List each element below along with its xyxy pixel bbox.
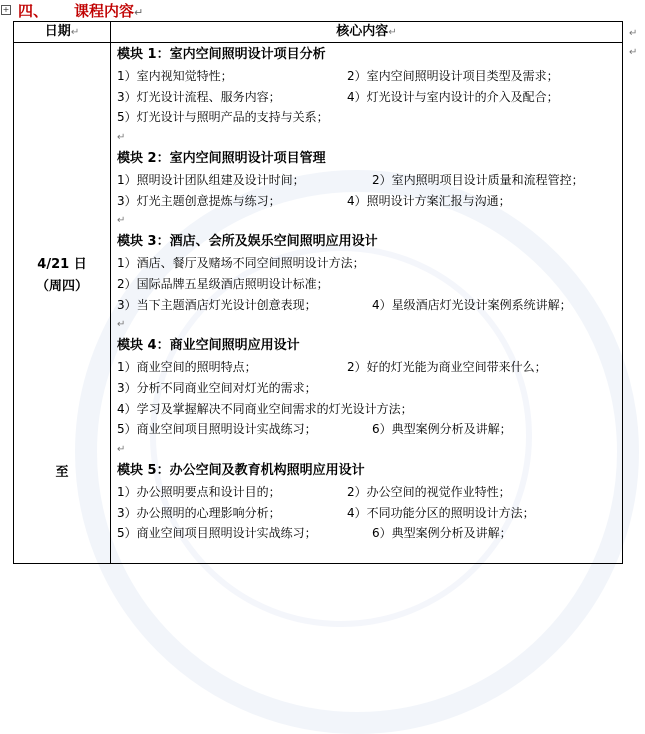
module-item: 6）典型案例分析及讲解； — [372, 422, 512, 437]
content-cell — [111, 43, 623, 564]
date-cell — [14, 43, 111, 564]
section-heading — [18, 0, 143, 22]
row-end-mark: ↵ — [629, 28, 638, 39]
module-item: 3）当下主题酒店灯光设计创意表现； — [117, 297, 317, 312]
section-number: 四、 — [18, 2, 49, 20]
module-item-row — [117, 87, 622, 108]
module-title: 模块 3：酒店、会所及娱乐空间照明应用设计 — [117, 234, 378, 250]
header-date-label: 日期 — [44, 24, 71, 39]
blank-line: ↵ — [117, 132, 126, 144]
module-item-row — [117, 66, 622, 87]
return-mark: ↵ — [134, 6, 144, 19]
module-item: 3）灯光设计流程、服务内容； — [117, 89, 281, 104]
module-item-row — [117, 274, 622, 295]
module-item: 2）室内照明项目设计质量和流程管控； — [372, 172, 584, 187]
date-weekday: （周四） — [35, 279, 88, 294]
module-item: 5）商业空间项目照明设计实战练习； — [117, 422, 317, 437]
module-item: 3）分析不同商业空间对灯光的需求； — [117, 380, 317, 395]
return-mark: ↵ — [388, 27, 397, 38]
module-item: 4）照明设计方案汇报与沟通； — [347, 193, 511, 208]
module-item-row — [117, 482, 622, 503]
module-item: 2）好的灯光能为商业空间带来什么； — [347, 359, 547, 374]
module-item: 5）灯光设计与照明产品的支持与关系； — [117, 110, 329, 125]
module-item-row — [117, 191, 622, 212]
course-table — [13, 21, 623, 564]
module-item-row — [117, 378, 622, 399]
module-item: 1）室内视知觉特性； — [117, 68, 233, 83]
module-item: 1）办公照明要点和设计目的； — [117, 484, 281, 499]
row-end-mark: ↵ — [629, 47, 638, 58]
header-date — [14, 22, 111, 43]
module-item-row — [117, 357, 622, 378]
module-item: 3）灯光主题创意提炼与练习； — [117, 193, 281, 208]
module-item: 4）灯光设计与室内设计的介入及配合； — [347, 89, 559, 104]
module-item: 5）商业空间项目照明设计实战练习； — [117, 526, 317, 541]
blank-line: ↵ — [117, 319, 126, 331]
module-item: 2）办公空间的视觉作业特性； — [347, 484, 511, 499]
blank-line: ↵ — [117, 215, 126, 227]
header-content-label: 核心内容 — [336, 24, 389, 39]
module-item: 2）室内空间照明设计项目类型及需求； — [347, 68, 559, 83]
module-item-row — [117, 107, 622, 128]
module-item-row — [117, 253, 622, 274]
blank-line: ↵ — [117, 444, 126, 456]
section-title: 课程内容 — [74, 2, 135, 20]
date-to: 至 — [55, 465, 69, 480]
table-header-row — [14, 22, 623, 43]
module-item-row — [117, 523, 622, 544]
module-item-row — [117, 419, 622, 440]
table-anchor-icon[interactable]: + — [2, 5, 10, 14]
module-item: 1）酒店、餐厅及赌场不同空间照明设计方法； — [117, 255, 365, 270]
module-title: 模块 1：室内空间照明设计项目分析 — [117, 47, 326, 62]
module-item-row — [117, 295, 622, 316]
module-item: 3）办公照明的心理影响分析； — [117, 505, 281, 520]
module-item-row — [117, 170, 622, 191]
module-item: 1）商业空间的照明特点； — [117, 359, 257, 374]
module-title: 模块 4：商业空间照明应用设计 — [117, 338, 300, 354]
module-item: 2）国际品牌五星级酒店照明设计标准； — [117, 276, 329, 291]
return-mark: ↵ — [70, 27, 80, 38]
module-item: 6）典型案例分析及讲解； — [372, 526, 512, 541]
module-title: 模块 2：室内空间照明设计项目管理 — [117, 150, 326, 166]
content-body — [111, 43, 622, 563]
module-item-row — [117, 399, 622, 420]
module-item-row — [117, 503, 622, 524]
date-day: 4/21 日 — [37, 257, 87, 272]
module-title: 模块 5：办公空间及教育机构照明应用设计 — [117, 462, 365, 478]
module-item: 1）照明设计团队组建及设计时间； — [117, 172, 305, 187]
table-row — [14, 43, 623, 564]
module-item: 4）星级酒店灯光设计案例系统讲解； — [372, 297, 572, 312]
module-item: 4）不同功能分区的照明设计方法； — [347, 505, 535, 520]
header-content — [111, 22, 623, 43]
module-item: 4）学习及掌握解决不同商业空间需求的灯光设计方法； — [117, 401, 413, 416]
